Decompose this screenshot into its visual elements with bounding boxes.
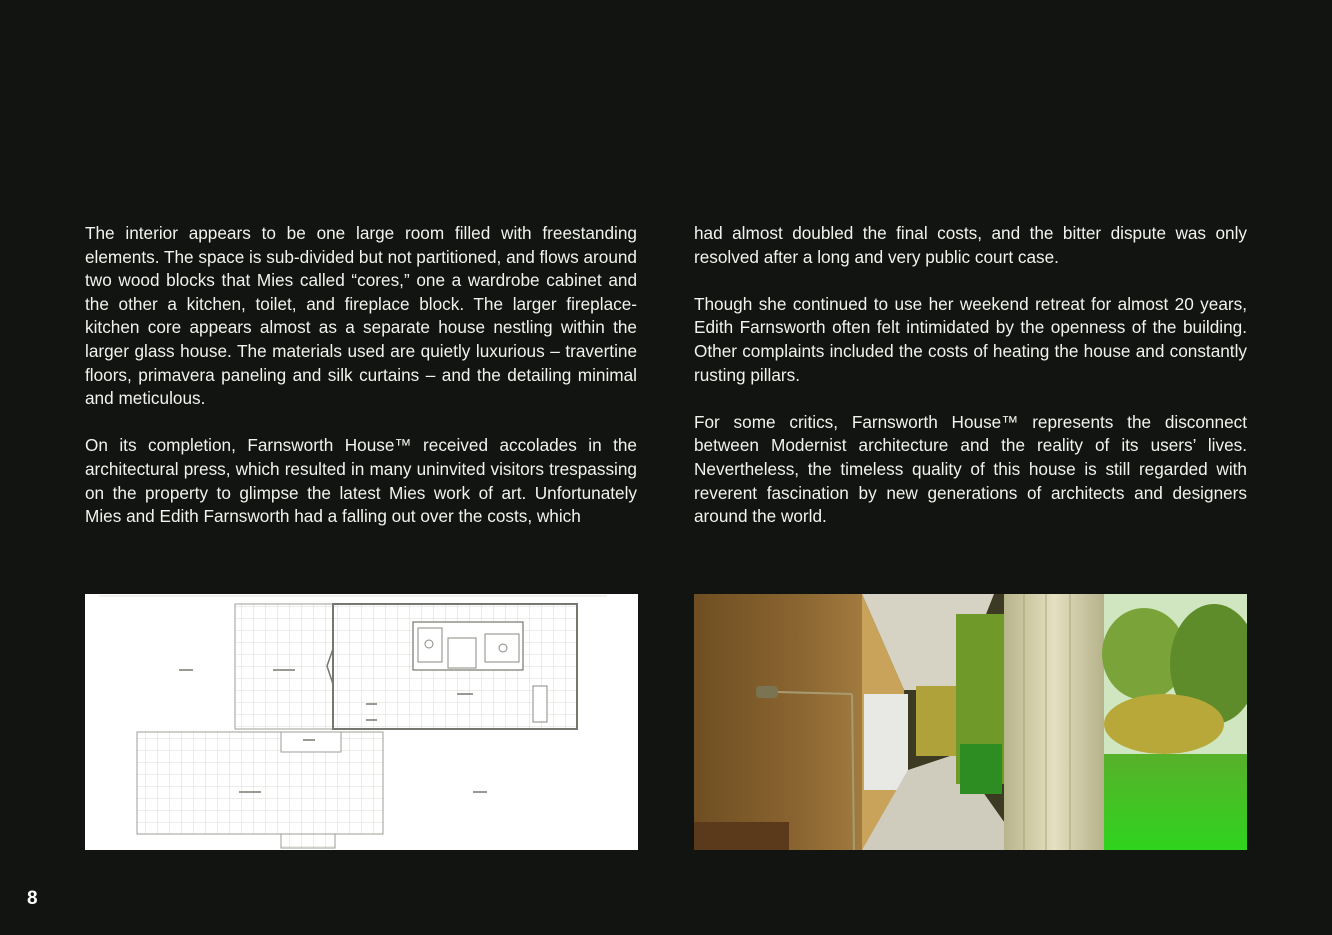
right-paragraph-1: had almost doubled the final costs, and the bitter dispute was only resolved after a long and very public court case. — [694, 223, 1247, 267]
right-paragraph-3: For some critics, Farnsworth House™ represents the disconnect between Modernist architecture and the reality of its users’ lives. Nevertheless, the timeless quality of this house is still regarded with reverent fascination by new generations of architects and designers around the world. — [694, 411, 1247, 527]
right-text-column — [694, 222, 1247, 552]
page-number: 8 — [27, 888, 38, 909]
left-paragraph-1: The interior appears to be one large room filled with freestanding elements. The space is sub-divided but not partitioned, and flows around two wood blocks that Mies called “cores,” one a wardrobe cabinet and the other a kitchen, toilet, and fireplace block. The larger fireplace-kitchen core appears almost as a separate house nestling within the larger glass house. The materials used are quietly luxurious – travertine floors, primavera paneling and silk curtains – and the detailing minimal and meticulous. — [85, 223, 637, 409]
left-text-column — [85, 222, 637, 552]
left-paragraph-2: On its completion, Farnsworth House™ received accolades in the architectural press, which resulted in many uninvited visitors trespassing on the property to glimpse the latest Mies work of art. Unfortunately Mies and Edith Farnsworth had a falling out over the costs, which — [85, 435, 637, 527]
floor-plan-drawing — [85, 594, 638, 850]
interior-photo — [694, 594, 1247, 850]
interior-photo-figure — [694, 594, 1247, 850]
floor-plan-figure — [85, 594, 638, 850]
right-paragraph-2: Though she continued to use her weekend retreat for almost 20 years, Edith Farnsworth often felt intimidated by the openness of the building. Other complaints included the costs of heating the house and constantly rusting pillars. — [694, 293, 1247, 385]
